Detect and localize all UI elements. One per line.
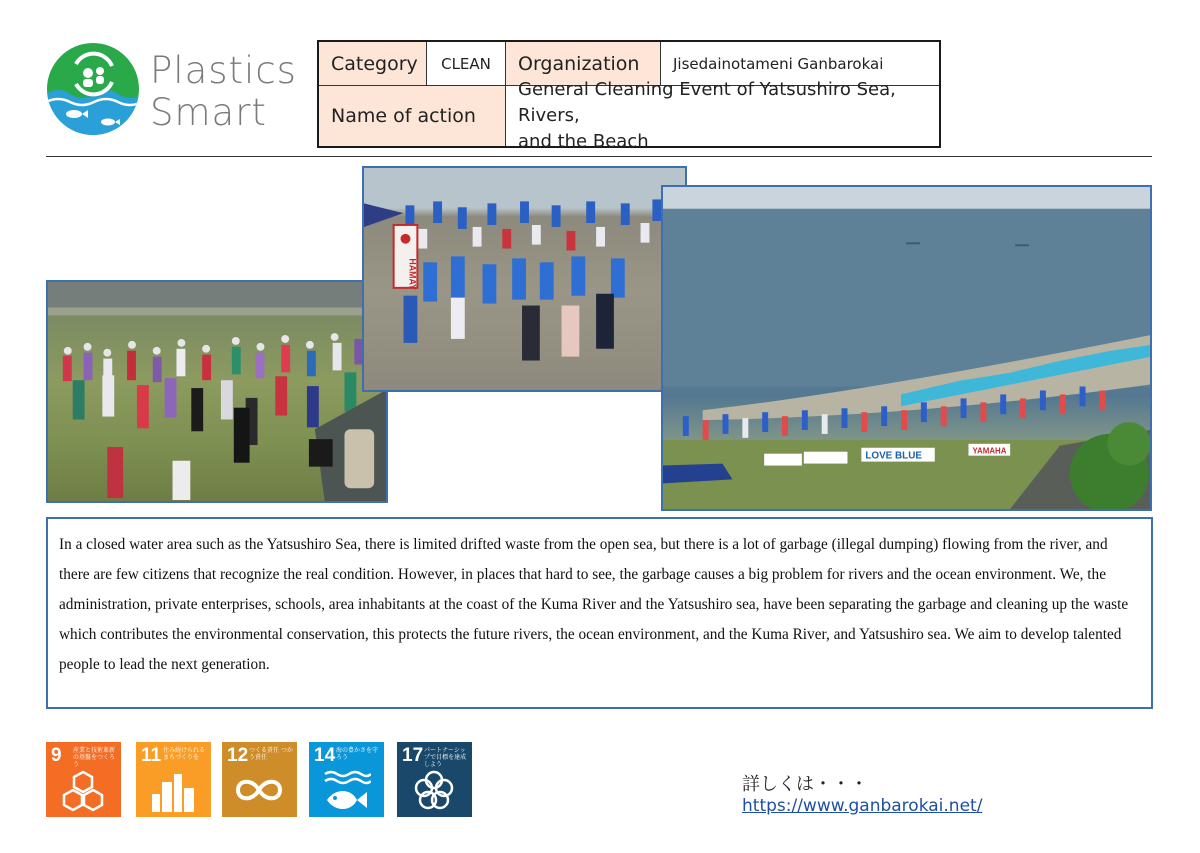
- infinity-icon: [234, 766, 284, 814]
- organization-value: Jisedainotameni Ganbarokai: [661, 42, 939, 86]
- sdg-17-title: パートナーシップで目標を達成しよう: [424, 747, 467, 768]
- more-info-label: 詳しくは・・・: [742, 774, 868, 795]
- sdg-11-number: 11: [141, 745, 162, 766]
- sdg-12-badge: [222, 742, 297, 817]
- website-link[interactable]: https://www.ganbarokai.net/: [742, 796, 983, 816]
- action-description: In a closed water area such as the Yatsushiro Sea, there is limited drifted waste from the open sea, but there is a lot of garbage (illegal dumping) flowing from the river, and there are few citizens that recognize the real condition. However, in places that hard to see, the garbage causes a big problem for rivers and the ocean environment. We, the administration, private enterprises, schools, area inhabitants at the coast of the Kuma River and the Yatsushiro sea, have been separating the garbage and cleaning up the waste which contributes the environmental conservation, this protects the future rivers, the ocean environment, and the Kuma River, and Yatsushiro sea. We aim to develop talented people to lead the next generation.: [46, 517, 1153, 709]
- action-name-label: Name of action: [319, 86, 506, 146]
- fish-icon: [321, 766, 371, 814]
- sdg-12-title: つくる責任 つかう責任: [249, 747, 293, 761]
- sdg-14-number: 14: [314, 745, 336, 766]
- plastics-smart-logo-icon: [46, 42, 140, 136]
- sdg-14-badge: [309, 742, 384, 817]
- category-value: CLEAN: [427, 42, 506, 86]
- flower-icon: [409, 766, 459, 814]
- sdg-12-number: 12: [227, 745, 249, 766]
- sdg-11-title: 住み続けられるまちづくりを: [163, 747, 206, 761]
- action-name-line-1: General Cleaning Event of Yatsushiro Sea, Rivers,: [518, 79, 896, 126]
- plastics-smart-logo: [46, 42, 306, 142]
- photo-river-cleanup: [46, 280, 388, 503]
- sdg-17-badge: [397, 742, 472, 817]
- photo-beach-gathering: [661, 185, 1152, 511]
- sdg-14-title: 海の豊かさを守ろう: [336, 747, 379, 761]
- banner-text: HAMAY: [407, 258, 418, 290]
- logo-line-smart: Smart: [150, 91, 267, 134]
- sdg-9-badge: [46, 742, 121, 817]
- city-icon: [148, 766, 198, 814]
- sdg-9-number: 9: [51, 745, 62, 766]
- organization-label: Organization: [506, 42, 661, 86]
- sdg-9-title: 産業と技術革新の基盤をつくろう: [73, 747, 116, 768]
- banner-yamaha: YAMAHA: [972, 446, 1007, 456]
- sdg-11-badge: [136, 742, 211, 817]
- photo-beach-gathering-image: [663, 187, 1150, 509]
- logo-wordmark: [150, 50, 297, 134]
- photo-group-with-banner: [362, 166, 687, 392]
- sdg-17-number: 17: [402, 745, 424, 766]
- photo-river-cleanup-image: [48, 282, 386, 501]
- photo-group-with-banner-image: [364, 168, 685, 390]
- header-divider: [46, 156, 1152, 157]
- cubes-icon: [58, 766, 108, 814]
- banner-love-blue: LOVE BLUE: [865, 450, 922, 462]
- action-name-line-2: and the Beach: [518, 131, 649, 152]
- action-name-value: [506, 79, 939, 152]
- category-label: Category: [319, 42, 427, 86]
- action-info-table: [317, 40, 941, 152]
- logo-line-plastics: Plastics: [150, 49, 297, 92]
